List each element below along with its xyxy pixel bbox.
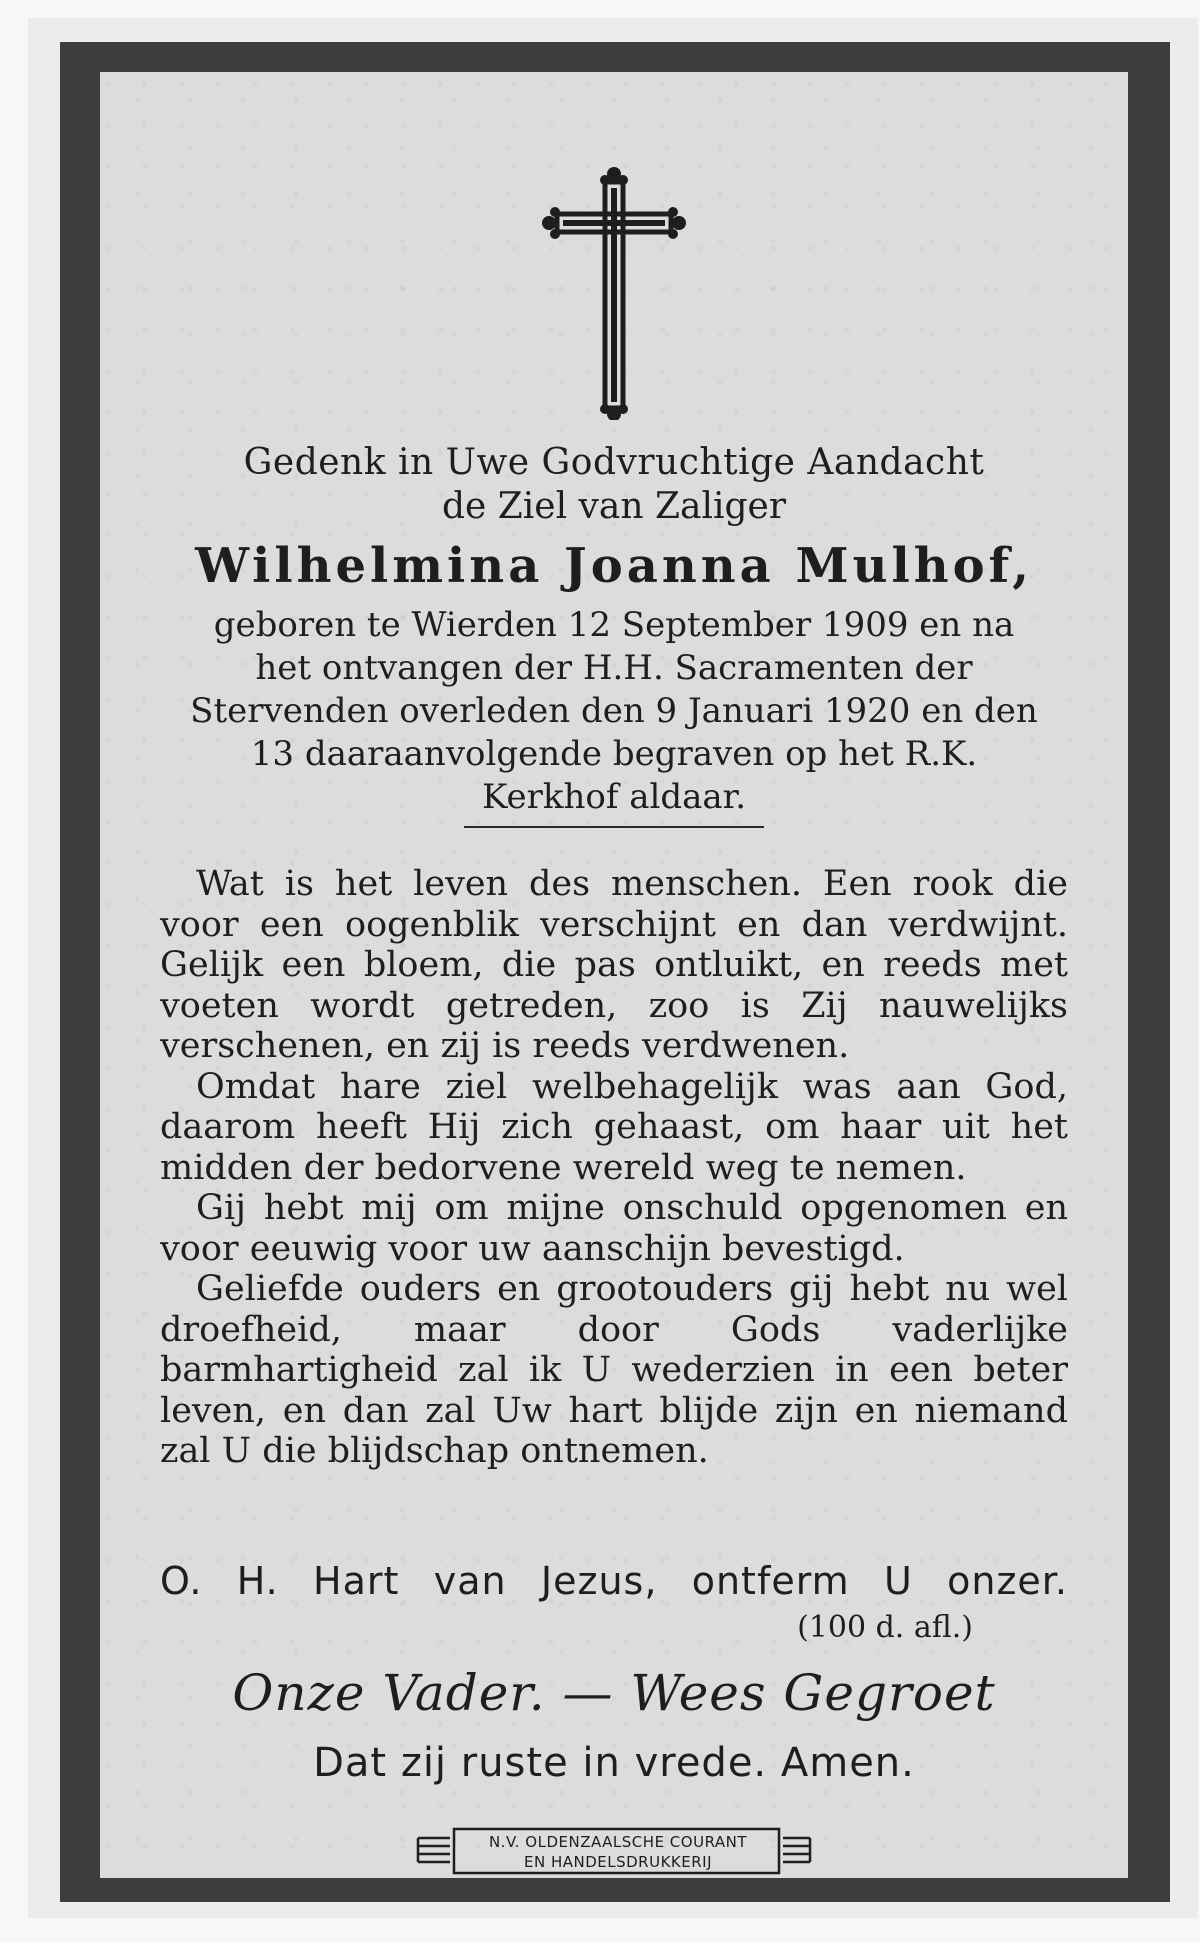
paragraph-1: Wat is het leven des menschen. Een rook die voor een oogenblik verschijnt en dan verdwijnt. Gelijk een bloem, die pas ontluikt, en reeds met voeten wordt getreden, zoo is Zij nauwelijks verschenen, en zij is reeds verdwenen. <box>160 864 1068 1066</box>
deceased-name: Wilhelmina Joanna Mulhof, <box>195 538 1033 594</box>
paragraph-4: Geliefde ouders en grootouders gij hebt nu wel droefheid, maar door Gods vaderlijke barmhartigheid zal ik U wederzien in een beter leven, en dan zal Uw hart blijde zijn en niemand zal U die blijdschap ontnemen. <box>160 1269 1068 1471</box>
paragraph-3: Gij hebt mij om mijne onschuld opgenomen en voor eeuwig voor uw aanschijn bevestigd. <box>160 1188 1068 1269</box>
printer-name <box>462 1832 774 1872</box>
invocation-text: O. H. Hart van Jezus, ontferm U onzer. <box>160 1559 1068 1603</box>
header-line-2: de Ziel van Zaliger <box>441 486 787 527</box>
biography-text: geboren te Wierden 12 September 1909 en na het ontvangen der H.H. Sacramenten der Stervenden overleden den 9 Januari 1920 en den 13 daaraanvolgende begraven op het R.K. Kerkhof aldaar. <box>190 605 1038 817</box>
prayer-line: Onze Vader. — Wees Gegroet <box>232 1664 996 1722</box>
printer-line-1: N.V. OLDENZAALSCHE COURANT <box>488 1833 748 1851</box>
printer-line-2: EN HANDELSDRUKKERIJ <box>523 1853 712 1871</box>
cross-icon <box>100 160 1128 420</box>
memorial-card <box>60 42 1170 1902</box>
divider-line <box>464 826 764 828</box>
card-panel <box>100 72 1128 1878</box>
memorial-text <box>160 864 1068 1472</box>
paragraph-2: Omdat hare ziel welbehagelijk was aan God, daarom heeft Hij zich gehaast, om haar uit het midden der bedorvene wereld weg te nemen. <box>160 1066 1068 1188</box>
printer-mark-icon <box>414 1826 814 1878</box>
header-line-1: Gedenk in Uwe Godvruchtige Aandacht <box>243 442 985 483</box>
rest-in-peace-line: Dat zij ruste in vrede. Amen. <box>313 1740 915 1786</box>
indulgence-note: (100 d. afl.) <box>797 1610 973 1645</box>
